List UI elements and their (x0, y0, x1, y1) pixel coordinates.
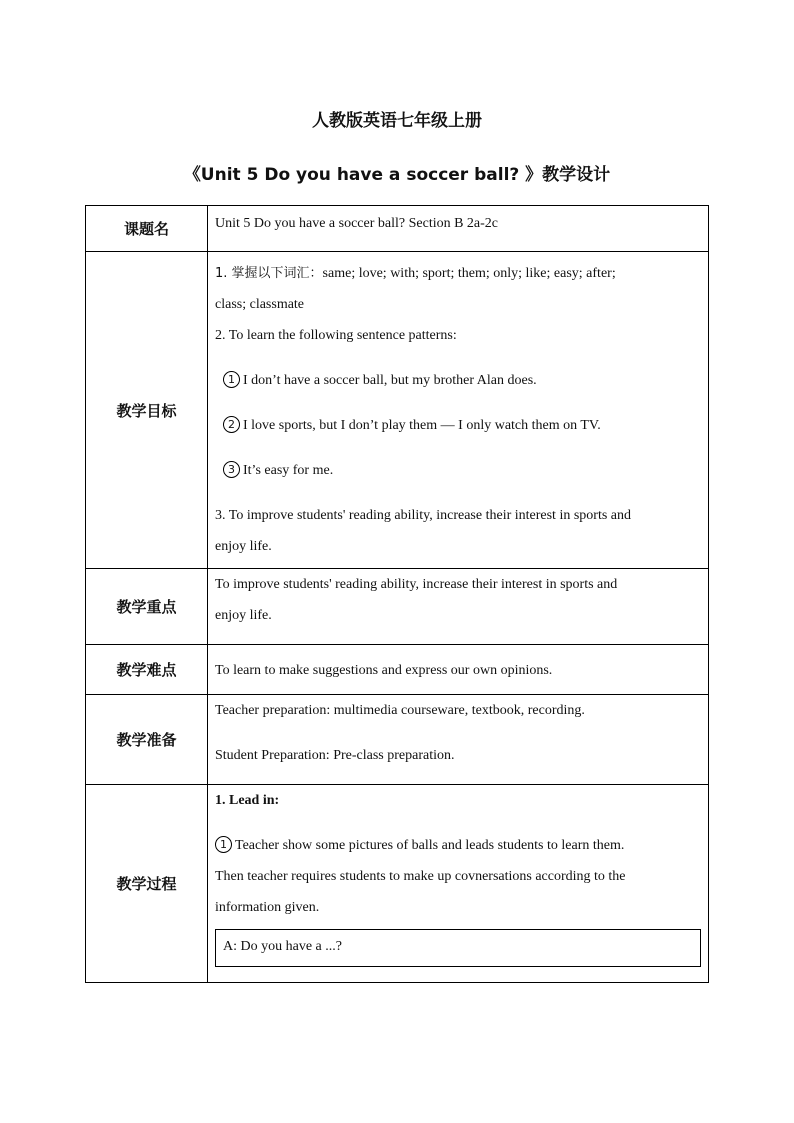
objective-goal-line-2: enjoy life. (215, 539, 272, 554)
difficulties-text: To learn to make suggestions and express our own opinions. (215, 663, 553, 678)
pattern-item (215, 410, 701, 441)
row-label-difficulties: 教学难点 (86, 645, 208, 695)
table-row-topic (86, 206, 709, 252)
table-row-objectives (86, 252, 709, 569)
pattern-text: I don’t have a soccer ball, but my brother Alan does. (243, 373, 537, 388)
objective-vocab-line-2: class; classmate (215, 297, 305, 312)
process-line-1 (215, 830, 701, 861)
process-line-3: information given. (215, 900, 320, 915)
pattern-text: It’s easy for me. (243, 463, 334, 478)
objective-patterns-heading: 2. To learn the following sentence patterns: (215, 328, 457, 343)
table-row-preparation (86, 695, 709, 785)
student-preparation: Student Preparation: Pre-class preparation. (215, 748, 455, 763)
document-title: 人教版英语七年级上册 (312, 111, 482, 131)
row-content-process (208, 785, 709, 983)
topic-text: Unit 5 Do you have a soccer ball? Section B 2a-2c (215, 216, 499, 231)
teacher-preparation: Teacher preparation: multimedia courseware, textbook, recording. (215, 703, 585, 718)
process-line-2: Then teacher requires students to make up covnersations according to the (215, 869, 626, 884)
row-label-objectives: 教学目标 (86, 252, 208, 569)
objective-vocab-line (215, 258, 701, 289)
row-content-objectives (208, 252, 709, 569)
row-label-process: 教学过程 (86, 785, 208, 983)
row-content-preparation (208, 695, 709, 785)
pattern-item (215, 455, 701, 486)
row-content-topic (208, 206, 709, 252)
row-label-topic: 课题名 (86, 206, 208, 252)
vocab-words: same; love; with; sport; them; only; like; easy; after; (322, 266, 616, 281)
table-row-process (86, 785, 709, 983)
circled-number-2: 2 (223, 416, 240, 433)
table-row-difficulties (86, 645, 709, 695)
process-heading: 1. Lead in: (215, 793, 280, 808)
key-points-line-1: To improve students' reading ability, increase their interest in sports and (215, 577, 618, 592)
row-content-difficulties (208, 645, 709, 695)
vocab-prefix: 1. 掌握以下词汇： (215, 266, 323, 281)
key-points-line-2: enjoy life. (215, 608, 272, 623)
dialogue-text: A: Do you have a ...? (223, 939, 342, 954)
pattern-item (215, 365, 701, 396)
circled-number-1: 1 (215, 836, 232, 853)
lesson-plan-table (85, 205, 709, 983)
row-label-key-points: 教学重点 (86, 569, 208, 645)
objective-goal-line: 3. To improve students' reading ability, increase their interest in sports and (215, 508, 632, 523)
circled-number-3: 3 (223, 461, 240, 478)
dialogue-box (215, 929, 701, 967)
document-subtitle: 《Unit 5 Do you have a soccer ball? 》教学设计 (183, 165, 611, 185)
table-row-key-points (86, 569, 709, 645)
row-content-key-points (208, 569, 709, 645)
row-label-preparation: 教学准备 (86, 695, 208, 785)
process-line-1-text: Teacher show some pictures of balls and leads students to learn them. (235, 838, 625, 853)
circled-number-1: 1 (223, 371, 240, 388)
pattern-text: I love sports, but I don’t play them — I only watch them on TV. (243, 418, 601, 433)
